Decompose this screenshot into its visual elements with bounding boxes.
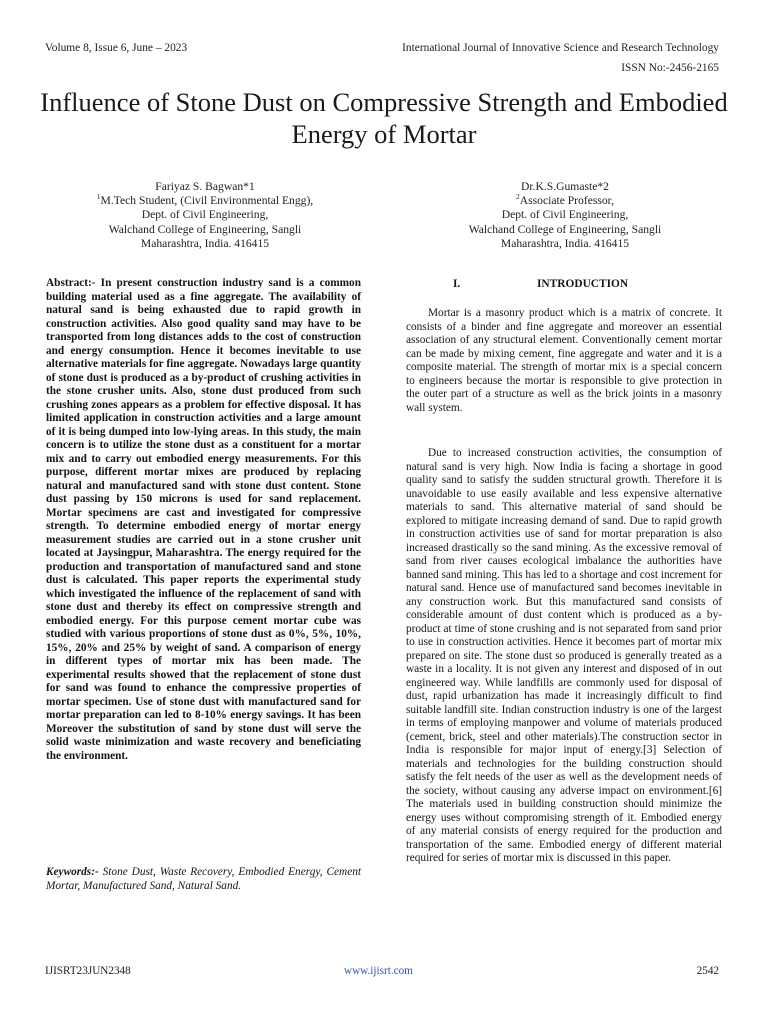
intro-paragraph-2: Due to increased construction activities, the consumption of natural sand is very high. Now India is facing a shortage in good quality sand to satisfy the sudden structural growth. Therefore it is unavoidable to use easily available and less expensive alternative materials to sand. This alternative material of sand should be explored to mitigate increasing demand of sand. Due to rapid growth in construction activities use of sand for mortar preparation is also increased drastically so the sand mining. As the excessive removal of sand from river causes ecological imbalance the authorities have banned sand mining. This has led to a shortage and cost increment for natural sand. Hence use of manufactured sand becomes inevitable in any construction work. But this manufactured sand consists of considerable amount of dust content which is produced as a by-product at time of stone crushing and is not separated from sand prior to use in construction activities. Hence it becomes part of mortar mix prepared on site. The stone dust so produced is generally treated as a waste in a locality. It is not given any interest and disposed of in out engineered way. While landfills are commonly used for disposal of dust, rapid urbanization has made it increasingly difficult to find suitable landfill site. Indian construction industry is one of the largest in terms of employing manpower and volume of materials produced (cement, brick, steel and other materials).The construction sector in India is responsible for major input of energy.[3] Selection of materials and technologies for the building construction should satisfy the felt needs of the user as well as the development needs of the society, without causing any adverse impact on environment.[6] The materials used in building construction should minimize the energy uses without compromising strength of it. Embodied energy of any material consists of energy required for the production and transportation of the same. Embodied energy of different material required for series of mortar mix is discussed in this paper. [406,447,722,864]
author-name: Fariyaz S. Bagwan*1 [155,180,255,193]
author-affiliation-role [40,194,370,208]
author-name: Dr.K.S.Gumaste*2 [521,180,609,193]
keywords [46,866,361,893]
issn: ISSN No:-2456-2165 [621,62,719,74]
affiliation-marker: 2 [516,192,520,202]
author-affiliation-role [400,194,730,208]
volume-issue: Volume 8, Issue 6, June – 2023 [45,42,188,54]
journal-url-link[interactable]: www.ijisrt.com [344,965,413,977]
abstract: Abstract:- In present construction industry sand is a common building material used as a fine aggregate. The availability of natural sand is being exhausted due to rapid growth in construction activities. Also good quality sand may have to be transported from long distances adds to the cost of construction and energy consumption. Hence it becomes inevitable to use alternative materials for fine aggregate. Nowadays large quantity of stone dust is produced as a by-product of crushing activities in the stone crusher units. Also, stone dust produced from such crushing zones appears as a problem for effective disposal. It has limited application in construction activities and a large amount of it is being dumped into low-lying areas. In this study, the main concern is to utilize the stone dust as a constituent for a mortar mix and to carry out embodied energy measurements. For this purpose, different mortar mixes are produced by replacing natural and manufactured sand with stone dust content. Stone dust passing by 150 microns is used for sand replacement. Mortar specimens are cast and investigated for compressive strength. To determine embodied energy of mortar energy measurement studies are carried out in a stone crusher unit located at Jaysingpur, Maharashtra. The energy required for the production and transportation of manufactured sand and stone dust is calculated. This paper reports the experimental study which investigated the influence of the replacement of sand with stone dust and thereby its effect on compressive strength and embodied energy. For this purpose cement mortar cube was studied with various proportions of stone dust as 0%, 5%, 10%, 15%, 20% and 25% by weight of sand. A comparison of energy in different types of mortar mix has been made. The experimental results showed that the replacement of stone dust for sand was found to enhance the compressive properties of mortar specimen. Use of stone dust with manufactured sand for mortar preparation can led to 8-10% energy savings. It has been Moreover the substitution of sand by stone dust will serve the solid waste minimization and waste recovery and beneficiating the environment. [46,277,361,762]
page-number: 2542 [696,965,719,977]
author-role: Associate Professor, [519,194,614,208]
author-block-2 [400,180,730,251]
keywords-label: Keywords:- [46,866,99,878]
author-role: M.Tech Student, (Civil Environmental Engg), [100,194,314,208]
intro-paragraph-1: Mortar is a masonry product which is a matrix of concrete. It consists of a binder and fine aggregate and moreover an essential association of any structural element. Conventionally cement mortar can be made by mixing cement, fine aggregate and water and it is a composite material. The strength of mortar mix is a special concern to engineers because the mortar is responsible to give protection in the outer part of a structure as well as the brick joints in a masonry wall system. [406,307,722,414]
author-place: Maharashtra, India. 416415 [500,236,630,250]
section-title: INTRODUCTION [537,278,629,290]
author-dept: Dept. of Civil Engineering, [141,208,269,222]
keywords-text: Stone Dust, Waste Recovery, Embodied Energy, Cement Mortar, Manufactured Sand, Natural Sand. [46,866,361,892]
author-place: Maharashtra, India. 416415 [140,236,270,250]
author-block-1 [40,180,370,251]
affiliation-marker: 1 [96,192,101,202]
author-college: Walchand College of Engineering, Sangli [468,222,662,236]
author-dept: Dept. of Civil Engineering, [501,208,629,222]
journal-name: International Journal of Innovative Science and Research Technology [402,42,719,54]
section-number: I. [453,278,461,290]
paper-id: IJISRT23JUN2348 [45,965,131,977]
author-college: Walchand College of Engineering, Sangli [108,222,302,236]
paper-title: Influence of Stone Dust on Compressive Strength and Embodied Energy of Mortar [40,87,728,149]
